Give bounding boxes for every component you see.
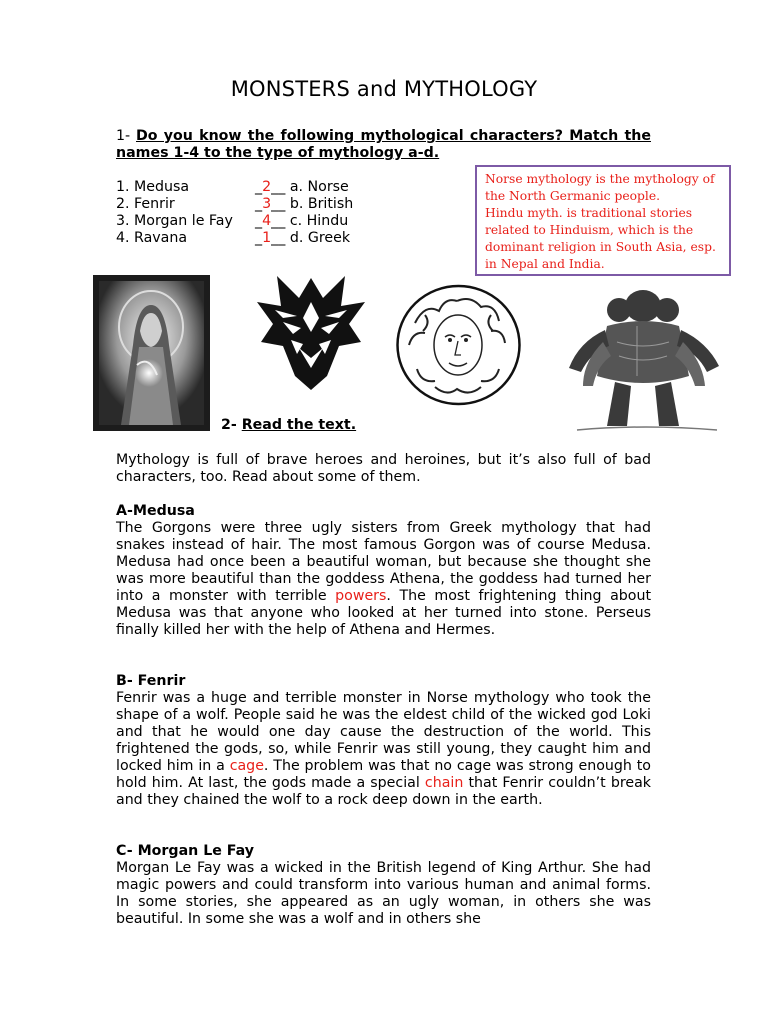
answer-number: 1 — [262, 230, 272, 246]
highlight-word: chain — [424, 775, 464, 791]
note-line: dominant religion in South Asia, esp. — [485, 240, 716, 254]
answer-number: 4 — [262, 213, 272, 229]
question-1-instruction: Do you know the following mythological characters? Match the names 1-4 to the type of mythology a-d. — [116, 128, 651, 161]
match-answer: _2__ a. Norse — [255, 179, 349, 195]
answer-number: 3 — [262, 196, 272, 212]
medusa-paragraph: The Gorgons were three ugly sisters from Greek mythology that had snakes instead of hair. The most famous Gorgon was of course Medusa. Medusa had once been a beautiful woman, but because she thought she was more beautiful than the goddess Athena, the goddess had turned her into a monster with terrible powers. The most frightening thing about Medusa was that anyone who looked at her turned into stone. Perseus finally killed her with the help of Athena and Hermes. — [116, 520, 652, 638]
match-answer: _3__ b. British — [255, 196, 354, 212]
question-2-number: 2- — [221, 417, 237, 433]
match-answer: _4__ c. Hindu — [255, 213, 349, 229]
question-2-label: Read the text. — [241, 417, 357, 433]
character-name: 2. Fenrir — [116, 196, 175, 212]
note-line: in Nepal and India. — [485, 257, 605, 271]
mythology-note-box — [475, 165, 731, 276]
intro-paragraph: Mythology is full of brave heroes and heroines, but it’s also full of bad characters, too. Read about some of them. — [116, 452, 651, 485]
section-heading-morgan: C- Morgan Le Fay — [116, 843, 255, 859]
answer-number: 2 — [262, 179, 272, 195]
section-heading-medusa: A-Medusa — [116, 503, 195, 519]
character-name: 1. Medusa — [116, 179, 190, 195]
morgan-paragraph: Morgan Le Fay was a wicked in the British legend of King Arthur. She had magic powers and could transform into various human and animal forms. In some stories, she appeared as an ugly woman, in others she was beautiful. In some she was a wolf and in others she — [116, 860, 651, 927]
morgan-le-fay-image — [93, 275, 210, 431]
medusa-image — [395, 283, 522, 407]
character-name: 3. Morgan le Fay — [116, 213, 233, 229]
question-1 — [116, 128, 651, 162]
fenrir-paragraph: Fenrir was a huge and terrible monster in Norse mythology who took the shape of a wolf. People said he was the eldest child of the wicked god Loki and that he would one day cause the destruction of the world. This frightened the gods, so, while Fenrir was still young, they caught him and locked him in a cage. The problem was that no cage was strong enough to hold him. At last, the gods made a special chain that Fenrir couldn’t break and they chained the wolf to a rock deep down in the earth. — [116, 690, 651, 808]
ravana-image — [557, 286, 733, 434]
note-line: related to Hinduism, which is the — [485, 223, 694, 237]
note-line: the North Germanic people. — [485, 189, 661, 203]
section-heading-fenrir: B- Fenrir — [116, 673, 186, 689]
note-line: Hindu myth. is traditional stories — [485, 206, 693, 220]
question-2 — [221, 417, 356, 433]
note-line: Norse mythology is the mythology of — [485, 172, 715, 186]
question-1-number: 1- — [116, 128, 131, 144]
fenrir-wolf-image — [253, 272, 369, 392]
character-name: 4. Ravana — [116, 230, 188, 246]
match-answer: _1__ d. Greek — [255, 230, 351, 246]
highlight-word: powers — [335, 588, 387, 604]
page-title: MONSTERS and MYTHOLOGY — [230, 77, 538, 101]
highlight-word: cage — [229, 758, 264, 774]
